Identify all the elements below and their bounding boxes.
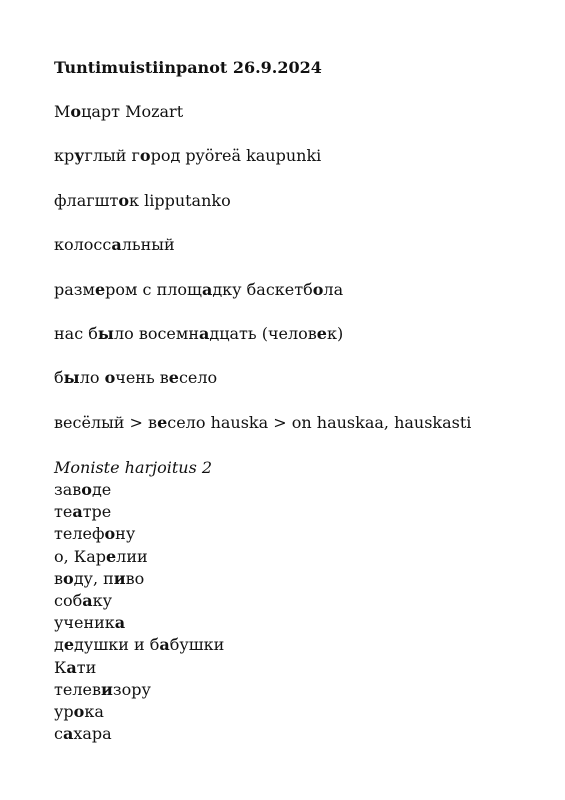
text-segment: М: [54, 102, 71, 121]
text-segment: к lipputanko: [129, 190, 231, 210]
exercise-line: [54, 480, 111, 500]
text-segment: к): [326, 324, 344, 343]
text-segment: б: [54, 368, 64, 388]
text-segment: душки и б: [74, 635, 160, 655]
text-segment: во: [125, 568, 145, 588]
text-segment: лии: [116, 546, 148, 566]
exercise-line: [54, 569, 144, 589]
stressed-letter: и: [113, 568, 126, 588]
stressed-letter: о: [312, 279, 324, 299]
text-segment: ло восемн: [113, 324, 199, 343]
stressed-letter: о: [139, 146, 151, 166]
exercise-line: [54, 635, 224, 655]
text-segment: нас б: [54, 324, 98, 343]
text-segment: де: [91, 480, 112, 499]
text-segment: род pyöreä kaupunki: [150, 146, 322, 166]
text-segment: дку баскетб: [212, 279, 313, 299]
text-segment: ку: [92, 591, 113, 610]
text-segment: царт Mozart: [81, 102, 184, 121]
text-segment: зору: [112, 679, 151, 699]
exercise-line: [54, 502, 111, 522]
stressed-letter: о: [104, 524, 116, 544]
text-segment: ти: [76, 657, 97, 677]
text-segment: село: [178, 368, 218, 388]
exercise-line: [54, 724, 112, 744]
note-line: [54, 413, 471, 433]
stressed-letter: а: [111, 235, 122, 255]
stressed-letter: о: [63, 568, 74, 588]
note-line: [54, 191, 231, 211]
exercise-line: [54, 702, 104, 722]
stressed-letter: а: [159, 635, 170, 655]
text-segment: ка: [84, 702, 104, 721]
stressed-letter: ы: [97, 324, 114, 343]
text-segment: ло: [79, 368, 105, 388]
stressed-letter: и: [100, 679, 113, 699]
text-segment: те: [54, 502, 73, 522]
exercise-line: [54, 591, 112, 611]
text-segment: соб: [54, 591, 83, 610]
stressed-letter: е: [63, 635, 75, 655]
exercise-line: [54, 658, 96, 678]
stressed-letter: о: [118, 190, 130, 210]
text-segment: кр: [54, 146, 75, 166]
text-segment: учени: [54, 613, 105, 633]
note-line: [54, 324, 343, 344]
text-segment: ла: [323, 279, 344, 299]
stressed-letter: е: [94, 279, 106, 299]
note-line: [54, 146, 321, 166]
text-segment: зав: [54, 480, 82, 499]
stressed-letter: а: [114, 613, 126, 633]
exercise-line: [54, 524, 135, 544]
exercise-line: [54, 613, 125, 633]
stressed-letter: а: [62, 724, 74, 744]
text-segment: флагшт: [54, 190, 119, 210]
text-segment: глый г: [84, 146, 140, 166]
text-segment: с: [54, 724, 63, 744]
stressed-letter: е: [316, 324, 327, 343]
note-line: [54, 368, 217, 388]
text-segment: в: [54, 568, 64, 588]
stressed-letter: о: [70, 102, 82, 121]
stressed-letter: а: [72, 502, 83, 522]
document-title: Tuntimuistiinpanot 26.9.2024: [54, 58, 322, 77]
text-segment: дцать (челов: [209, 324, 317, 343]
stressed-letter: е: [157, 412, 168, 432]
note-line: [54, 102, 183, 122]
text-segment: тре: [82, 502, 112, 522]
stressed-letter: о: [73, 702, 85, 721]
note-line: [54, 235, 175, 255]
text-segment: телев: [54, 679, 101, 699]
text-segment: телеф: [54, 524, 105, 544]
text-segment: ур: [54, 702, 74, 721]
note-line: [54, 280, 343, 300]
stressed-letter: ы: [63, 368, 80, 388]
stressed-letter: у: [74, 146, 85, 166]
text-segment: хара: [73, 724, 112, 744]
stressed-letter: е: [105, 546, 117, 566]
stressed-letter: е: [168, 368, 179, 388]
text-segment: разм: [54, 279, 95, 299]
text-segment: чень в: [115, 368, 169, 388]
text-segment: льный: [121, 235, 175, 255]
text-segment: к: [104, 613, 115, 633]
exercise-heading: Moniste harjoitus 2: [54, 458, 213, 477]
text-segment: весёлый > в: [54, 412, 158, 432]
text-segment: колосс: [54, 235, 112, 255]
stressed-letter: а: [201, 279, 213, 299]
exercise-line: [54, 547, 148, 567]
text-segment: ром с площ: [105, 279, 202, 299]
exercise-line: [54, 680, 151, 700]
text-segment: бушки: [169, 635, 225, 655]
text-segment: о, Кар: [54, 546, 106, 566]
stressed-letter: о: [104, 368, 116, 388]
stressed-letter: а: [82, 591, 93, 610]
stressed-letter: а: [66, 657, 77, 677]
stressed-letter: а: [199, 324, 210, 343]
text-segment: ну: [115, 524, 136, 544]
text-segment: ду, п: [73, 568, 114, 588]
text-segment: К: [54, 657, 67, 677]
text-segment: село hauska > on hauskaa, hauskasti: [167, 412, 472, 432]
text-segment: д: [54, 635, 64, 655]
stressed-letter: о: [81, 480, 92, 499]
